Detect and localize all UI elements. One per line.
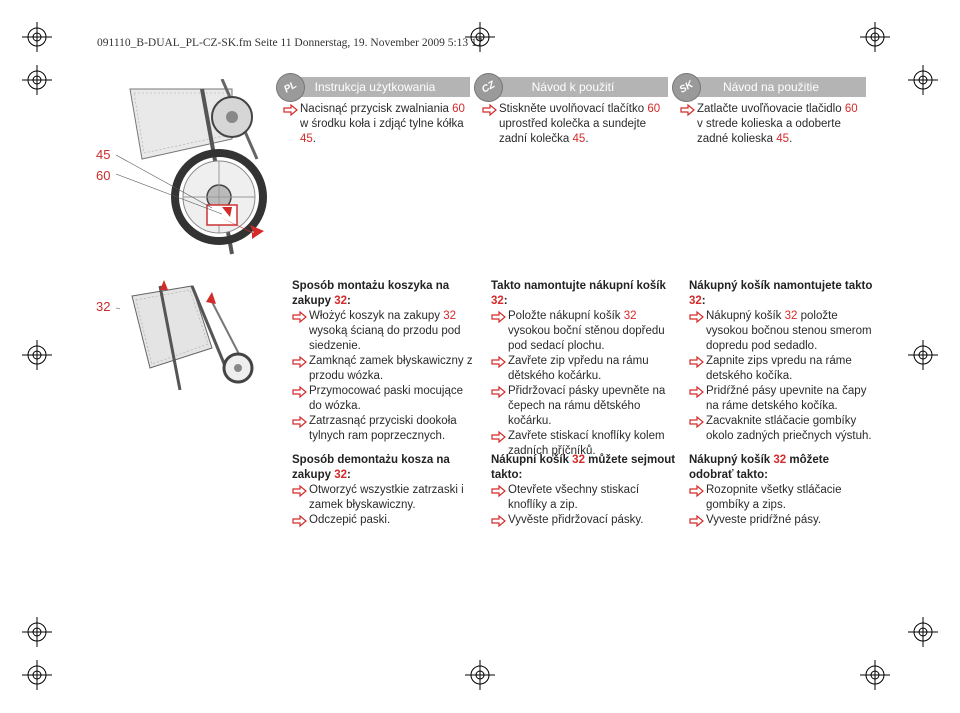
- text-run: Pridŕžné pásy upevnite na čapy na ráme detského kočíka.: [706, 385, 867, 412]
- arrow-bullet-icon: [292, 384, 307, 399]
- instruction-item: [292, 384, 477, 414]
- arrow-bullet-icon: [491, 483, 506, 498]
- section-heading: [491, 453, 676, 483]
- instruction-item: [680, 102, 865, 147]
- instruction-item: [491, 513, 676, 528]
- text-run: Rozopnite všetky stláčacie gombíky a zips.: [706, 484, 842, 511]
- text-run: .: [789, 133, 793, 145]
- text-run: Nacisnąć przycisk zwalniania: [300, 103, 453, 115]
- instruction-item: [292, 414, 477, 444]
- arrow-bullet-icon: [292, 414, 307, 429]
- arrow-bullet-icon: [689, 354, 704, 369]
- text-run: :: [346, 295, 351, 307]
- rear-wheel-illustration: [82, 79, 268, 255]
- text-run: Przymocować paski mocujące do wózka.: [309, 385, 464, 412]
- arrow-bullet-icon: [689, 483, 704, 498]
- registration-mark-icon: [908, 617, 938, 647]
- arrow-bullet-icon: [482, 102, 497, 117]
- stroller-wheel-drawing: [82, 79, 268, 255]
- text-run: Takto namontujte nákupní košík: [491, 280, 666, 292]
- text-run: Zatrzasnąć przyciski dookoła tylnych ram poprzecznych.: [309, 415, 457, 442]
- text-run: Nákupný košík: [689, 454, 774, 466]
- ref-number: 45: [776, 133, 790, 145]
- ref-number: 32: [491, 295, 504, 307]
- ref-number: 45: [300, 133, 313, 145]
- text-run: Zacvaknite stláčacie gombíky okolo zadných priečnych výstuh.: [706, 415, 872, 442]
- callout-45: 45: [96, 147, 111, 162]
- arrow-bullet-icon: [491, 309, 506, 324]
- arrow-bullet-icon: [292, 354, 307, 369]
- top-text-cz: [482, 102, 667, 147]
- text-run: Vyvěste přidržovací pásky.: [508, 514, 644, 526]
- text-run: Włożyć koszyk na zakupy: [309, 310, 444, 322]
- ref-number: 32: [334, 295, 347, 307]
- lang-badge-pl: PL: [271, 68, 311, 108]
- lang-header-sk: [676, 77, 866, 97]
- top-text-sk: [680, 102, 865, 147]
- instruction-item: [491, 483, 676, 513]
- registration-mark-icon: [908, 340, 938, 370]
- text-run: .: [312, 133, 316, 145]
- arrow-bullet-icon: [689, 414, 704, 429]
- arrow-bullet-icon: [689, 309, 704, 324]
- text-run: Sposób montażu koszyka na zakupy: [292, 280, 450, 307]
- basket-drawing: [120, 278, 264, 390]
- instruction-item: [689, 513, 874, 528]
- ref-number: 60: [647, 103, 661, 115]
- instruction-item: [292, 309, 477, 354]
- instruction-item: [689, 309, 874, 354]
- text-run: Stiskněte uvolňovací tlačítko: [499, 103, 648, 115]
- arrow-bullet-icon: [491, 513, 506, 528]
- registration-mark-icon: [22, 660, 52, 690]
- bottom-text-sk: [689, 453, 874, 528]
- text-run: Nákupný košík namontujete takto: [689, 280, 873, 292]
- lang-header-cz: [478, 77, 668, 97]
- text-run: v strede kolieska a odoberte zadné kolieska: [697, 118, 841, 145]
- bottom-text-pl: [292, 453, 477, 528]
- instruction-item: [689, 414, 874, 444]
- middle-text-cz: [491, 279, 676, 459]
- text-run: můžete sejmout takto:: [491, 454, 676, 481]
- arrow-bullet-icon: [283, 102, 298, 117]
- registration-mark-icon: [465, 660, 495, 690]
- registration-mark-icon: [22, 340, 52, 370]
- instruction-item: [491, 384, 676, 429]
- text-run: Sposób demontażu kosza na zakupy: [292, 454, 450, 481]
- arrow-bullet-icon: [292, 483, 307, 498]
- text-run: Otevřete všechny stiskací knoflíky a zip.: [508, 484, 640, 511]
- arrow-bullet-icon: [689, 513, 704, 528]
- text-run: Přidržovací pásky upevněte na čepech na rámu dětského kočárku.: [508, 385, 666, 427]
- instruction-item: [283, 102, 468, 147]
- section-heading: [689, 453, 874, 483]
- text-run: wysoką ścianą do przodu pod siedzenie.: [309, 325, 461, 352]
- text-run: :: [701, 295, 706, 307]
- arrow-bullet-icon: [680, 102, 695, 117]
- arrow-bullet-icon: [491, 354, 506, 369]
- ref-number: 32: [784, 310, 798, 322]
- arrow-bullet-icon: [292, 309, 307, 324]
- registration-mark-icon: [22, 22, 52, 52]
- lang-title-cz: Návod k použití: [531, 80, 615, 94]
- ref-number: 45: [572, 133, 586, 145]
- text-run: Zamknąć zamek błyskawiczny z przodu wózka.: [309, 355, 473, 382]
- text-run: Položte nákupní košík: [508, 310, 624, 322]
- instruction-item: [491, 354, 676, 384]
- text-run: :: [346, 469, 351, 481]
- arrow-bullet-icon: [491, 429, 506, 444]
- top-text-pl: [283, 102, 468, 147]
- text-run: Vyveste pridŕžné pásy.: [706, 514, 822, 526]
- lang-title-pl: Instrukcja użytkowania: [314, 80, 436, 94]
- registration-mark-icon: [22, 65, 52, 95]
- arrow-bullet-icon: [491, 384, 506, 399]
- registration-mark-icon: [22, 617, 52, 647]
- registration-mark-icon: [860, 660, 890, 690]
- ref-number: 60: [844, 103, 858, 115]
- instruction-item: [689, 384, 874, 414]
- arrow-bullet-icon: [689, 384, 704, 399]
- instruction-item: [689, 483, 874, 513]
- text-run: uprostřed kolečka a sundejte zadní kolečka: [499, 118, 647, 145]
- instruction-item: [482, 102, 667, 147]
- text-run: vysokou boční stěnou dopředu pod sedací plochu.: [508, 325, 665, 352]
- text-run: Otworzyć wszystkie zatrzaski i zamek błyskawiczny.: [309, 484, 464, 511]
- callout-32: 32: [96, 299, 111, 314]
- middle-text-sk: [689, 279, 874, 444]
- instruction-item: [689, 354, 874, 384]
- instruction-item: [292, 513, 477, 528]
- file-info-line: 091110_B-DUAL_PL-CZ-SK.fm Seite 11 Donnerstag, 19. November 2009 5:13 17: [97, 37, 483, 49]
- instruction-item: [491, 309, 676, 354]
- text-run: Odczepić paski.: [309, 514, 391, 526]
- section-heading: [292, 279, 477, 309]
- lang-badge-sk: SK: [667, 68, 707, 108]
- lang-header-pl: [280, 77, 470, 97]
- text-run: Nákupný košík: [706, 310, 785, 322]
- section-heading: [491, 279, 676, 309]
- text-run: položte vysokou bočnou stenou smerom dopredu pod sedadlo.: [706, 310, 872, 352]
- text-run: môžete odobrať takto:: [689, 454, 829, 481]
- text-run: Zavřete zip vpředu na rámu dětského kočárku.: [508, 355, 649, 382]
- text-run: Zapnite zips vpredu na ráme detského kočíka.: [706, 355, 852, 382]
- basket-illustration: [120, 278, 264, 390]
- release-button-highlight: [207, 205, 237, 225]
- ref-number: 32: [623, 310, 637, 322]
- instruction-item: [292, 354, 477, 384]
- registration-mark-icon: [908, 65, 938, 95]
- section-heading: [689, 279, 874, 309]
- lang-title-sk: Návod na použitie: [722, 80, 820, 94]
- instruction-item: [292, 483, 477, 513]
- lang-badge-cz: CZ: [469, 68, 509, 108]
- ref-number: 32: [443, 310, 457, 322]
- callout-60: 60: [96, 168, 111, 183]
- bottom-text-cz: [491, 453, 676, 528]
- text-run: :: [503, 295, 508, 307]
- ref-number: 32: [689, 295, 702, 307]
- text-run: .: [585, 133, 589, 145]
- ref-number: 60: [452, 103, 465, 115]
- ref-number: 32: [773, 454, 787, 466]
- section-heading: [292, 453, 477, 483]
- text-run: Zatlačte uvoľňovacie tlačidlo: [697, 103, 845, 115]
- text-run: w środku koła i zdjąć tylne kółka: [300, 118, 464, 130]
- middle-text-pl: [292, 279, 477, 444]
- registration-mark-icon: [860, 22, 890, 52]
- text-run: Zavřete stiskací knoflíky kolem zadních příčníků.: [508, 430, 665, 457]
- text-run: Nákupní košík: [491, 454, 573, 466]
- ref-number: 32: [572, 454, 585, 466]
- arrow-bullet-icon: [292, 513, 307, 528]
- registration-mark-icon: [465, 22, 495, 52]
- ref-number: 32: [334, 469, 347, 481]
